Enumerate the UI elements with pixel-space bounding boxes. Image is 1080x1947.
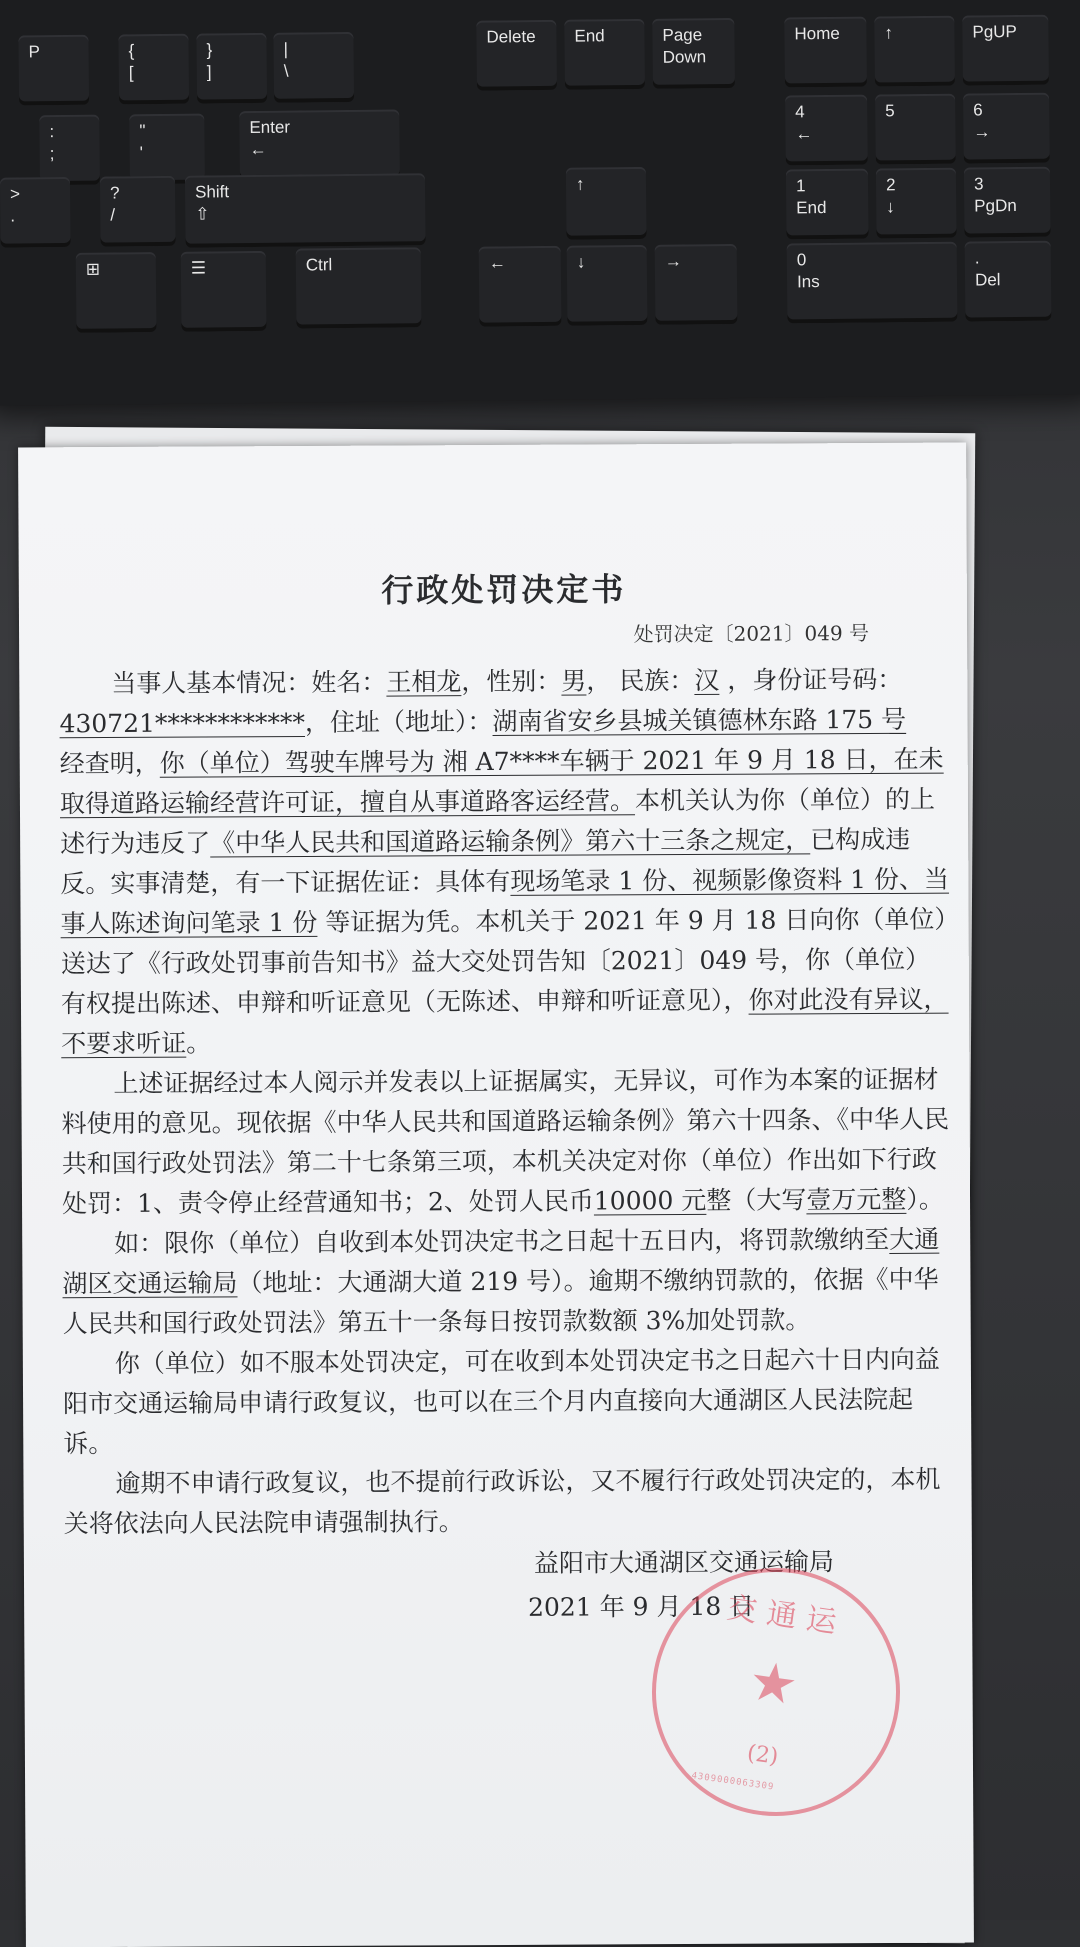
text: ，身份证号码： — [719, 664, 903, 695]
violation-facts: 你（单位）驾驶车牌号为 湘 A7****车辆于 2021 年 9 月 18 日，在未取得道路运输经营许可证，擅自从事道路客运经营。 — [59, 744, 944, 819]
document-title: 行政处罚决定书 — [381, 570, 627, 610]
keyboard-key — [964, 167, 1051, 238]
key-label: ↑ — [884, 23, 894, 43]
key-sublabel: ⇧ — [195, 204, 210, 224]
key-label: 3 — [973, 174, 984, 194]
key-label: { — [128, 41, 135, 61]
key-label: ⊞ — [85, 259, 101, 279]
text: 上述证据经过本人阅示并发表以上证据属实，无异议，可作为本案的证据材料使用的意见。现依据《中华人民共和国道路运输条例》第六十四条、《中华人民共和国行政处罚法》第二十七条第三项，本机关决定对你（单位）作出如下行政处罚：1、责令停止经营通知书；2、处罚人民币 — [61, 1064, 950, 1219]
key-sublabel: ↓ — [886, 197, 895, 217]
key-label: 4 — [795, 102, 805, 122]
key-label: End — [574, 26, 605, 46]
key-label: 5 — [885, 101, 895, 121]
key-label: | — [283, 39, 289, 59]
keyboard-key — [273, 32, 354, 103]
fine-amount: 10000 元 — [593, 1185, 707, 1216]
key-label: : — [49, 122, 55, 142]
seal-text: 交通运 — [724, 1590, 849, 1642]
key-label: 1 — [795, 176, 806, 196]
text: 当事人基本情况：姓名： — [111, 667, 387, 699]
seal-code: 4309000063309 — [690, 1771, 775, 1793]
text: （地址：大通湖大道 219 号）。逾期不缴纳罚款的，依据《中华人民共和国行政处罚法》第五十一条每日按罚款数额 3%加处罚款。 — [62, 1264, 939, 1339]
key-sublabel: ] — [206, 62, 212, 82]
key-label: ? — [109, 183, 120, 203]
paragraph-decision — [61, 1060, 952, 1225]
keyboard-key — [181, 251, 267, 332]
key-label: Enter — [249, 117, 291, 138]
violated-regulation: 《中华人民共和国道路运输条例》第六十三条之规定， — [210, 825, 811, 858]
keyboard-key — [566, 167, 647, 240]
keyboard-key — [118, 34, 189, 105]
key-sublabel: . — [10, 206, 16, 226]
key-sublabel: ← — [249, 139, 267, 160]
keyboard-key — [564, 19, 645, 90]
key-label: } — [206, 40, 213, 60]
keyboard-key — [874, 16, 955, 87]
key-label: . — [974, 248, 980, 268]
key-sublabel: / — [110, 205, 116, 225]
key-label: → — [664, 251, 682, 271]
document-body — [59, 563, 955, 1633]
key-sublabel: ← — [795, 124, 813, 144]
keyboard-key — [185, 173, 426, 248]
keyboard-key — [962, 15, 1049, 86]
hearing-statement: 你对此没有异议，不要求听证 — [61, 984, 949, 1059]
paragraph-id-address — [59, 700, 949, 745]
fine-amount-chinese: 壹万元整 — [806, 1184, 907, 1215]
key-label: > — [9, 184, 21, 204]
key-label: 2 — [885, 175, 896, 195]
key-label: PgUP — [972, 21, 1017, 42]
key-sublabel: PgDn — [974, 196, 1017, 216]
key-sublabel: End — [796, 198, 827, 218]
text: 已构成违反。实事清楚，有一下证据佐证：具体有 — [60, 824, 911, 899]
key-sublabel: [ — [128, 63, 134, 83]
paragraph-party-info — [59, 660, 949, 705]
text: 如：限你（单位）自收到本处罚决定书之日起十五日内，将罚款缴纳至 — [114, 1224, 890, 1258]
keyboard-key — [39, 115, 100, 186]
document-number: 处罚决定〔2021〕049 号 — [633, 621, 870, 647]
key-sublabel: \ — [283, 61, 289, 81]
paragraph-enforcement: 逾期不申请行政复议，也不提前行政诉讼，又不履行行政处罚决定的，本机关将依法向人民法院申请强制执行。 — [63, 1464, 941, 1539]
keyboard-key — [129, 114, 205, 185]
paragraph-appeal: 你（单位）如不服本处罚决定，可在收到本处罚决定书之日起六十日内向益阳市交通运输局申请行政复议，也可以在三个月内直接向大通湖区人民法院起诉。 — [63, 1344, 940, 1459]
key-label: P — [28, 42, 41, 62]
keyboard-key — [652, 18, 735, 89]
key-sublabel: Del — [974, 270, 1001, 290]
key-label: Delete — [486, 27, 536, 47]
key-sublabel: Ins — [796, 272, 820, 292]
key-sublabel: → — [973, 122, 991, 142]
key-label: 0 — [796, 250, 807, 270]
keyboard-key — [296, 247, 422, 328]
paragraph-facts — [60, 740, 952, 1065]
text: 等证据为凭。本机关于 2021 年 9 月 18 日向你（单位）送达了《行政处罚事前告知书》益大交处罚告知〔2021〕049 号，你（单位）有权提出陈述、申辩和听证意见（无陈述、申辩和听证意见）， — [60, 904, 947, 1019]
text: ， 民族： — [586, 665, 695, 696]
keyboard-key — [965, 241, 1052, 322]
text: 整（大写 — [706, 1185, 807, 1215]
text: 经查明， — [59, 748, 160, 779]
keyboard-key — [76, 252, 157, 333]
keyboard-key — [784, 17, 867, 88]
key-sublabel: ; — [49, 144, 55, 164]
text: ，住址（地址）： — [304, 707, 493, 737]
key-label: ↓ — [576, 252, 586, 272]
text: ，性别： — [461, 666, 562, 697]
evidence-list: 现场笔录 1 份、视频影像资料 1 份、当事人陈述询问笔录 1 份 — [60, 864, 950, 939]
party-address: 湖南省安乡县城关镇德林东路 175 号 — [492, 704, 907, 737]
text: 。 — [186, 1028, 212, 1058]
key-sublabel: Down — [662, 47, 707, 67]
star-icon: ★ — [745, 1648, 802, 1718]
key-label: Shift — [194, 182, 230, 202]
keyboard-key — [875, 94, 956, 165]
text: 本机关认为你（单位）的上述行为违反了 — [60, 784, 936, 859]
keyboard-key — [479, 246, 562, 327]
keyboard-key — [18, 35, 89, 106]
key-label: Home — [794, 23, 840, 44]
text: ）。 — [906, 1184, 944, 1214]
key-label: 6 — [973, 100, 983, 120]
key-sublabel: ' — [139, 143, 143, 163]
keyboard-key — [476, 20, 557, 91]
keyboard-key — [655, 244, 738, 325]
key-label: Page — [662, 25, 703, 45]
keyboard-key — [239, 109, 400, 181]
key-label: ☰ — [190, 258, 207, 278]
keyboard — [0, 0, 1080, 406]
keyboard-key — [787, 242, 958, 324]
keyboard-key — [876, 168, 957, 239]
keyboard-key — [0, 177, 71, 248]
party-id-number: 430721************ — [59, 707, 306, 739]
key-label: ↑ — [575, 174, 585, 194]
seal-number: (2) — [745, 1740, 780, 1770]
keyboard-key — [196, 33, 267, 104]
keyboard-key — [785, 95, 868, 166]
paragraph-payment — [62, 1220, 953, 1345]
key-label: ← — [488, 253, 506, 273]
keyboard-key — [963, 93, 1050, 164]
keyboard-key — [567, 245, 648, 326]
party-sex: 男 — [561, 666, 587, 696]
payee: 大通湖区交通运输局 — [62, 1224, 940, 1299]
keyboard-key — [100, 176, 176, 247]
party-name: 王相龙 — [386, 667, 462, 697]
key-label: " — [139, 121, 146, 141]
party-ethnic: 汉 — [694, 665, 720, 695]
issue-date: 2021 年 9 月 18 日 — [528, 1591, 755, 1622]
issuing-authority: 益阳市大通湖区交通运输局 — [533, 1547, 835, 1578]
key-label: Ctrl — [305, 255, 333, 275]
keyboard-key — [786, 169, 869, 240]
